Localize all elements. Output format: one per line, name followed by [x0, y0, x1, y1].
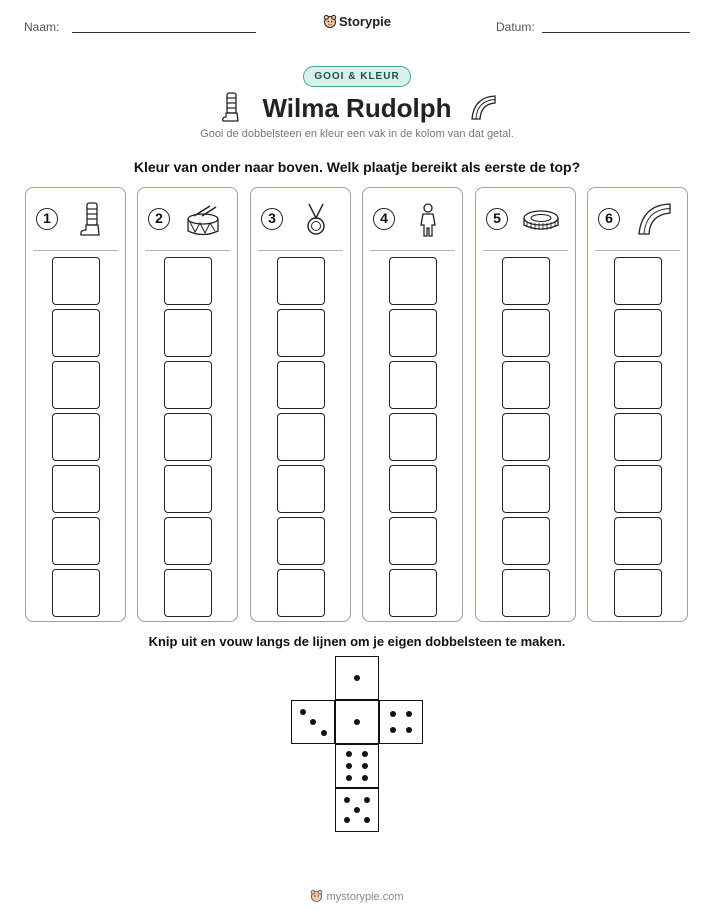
die-pip — [310, 719, 316, 725]
color-box[interactable] — [52, 465, 100, 513]
die-pip — [390, 727, 396, 733]
die-pip — [344, 797, 350, 803]
die-face-5 — [335, 788, 379, 832]
column-divider — [33, 250, 118, 251]
running-track-icon — [634, 200, 672, 240]
color-box[interactable] — [277, 465, 325, 513]
die-pip — [321, 730, 327, 736]
title-row — [0, 90, 714, 126]
cut-instruction: Knip uit en vouw langs de lijnen om je eigen dobbelsteen te maken. — [148, 634, 566, 649]
column-4 — [362, 187, 463, 622]
column-divider — [258, 250, 343, 251]
color-box[interactable] — [52, 569, 100, 617]
die-face-3 — [291, 700, 335, 744]
activity-badge: GOOI & KLEUR — [303, 66, 410, 87]
date-line — [542, 32, 690, 33]
footer-url: mystorypie.com — [326, 891, 404, 903]
die-pip — [354, 807, 360, 813]
color-box[interactable] — [502, 361, 550, 409]
color-box[interactable] — [502, 465, 550, 513]
color-box[interactable] — [164, 257, 212, 305]
column-number: 5 — [486, 208, 508, 230]
question: Kleur van onder naar boven. Welk plaatje bereikt als eerste de top? — [133, 159, 581, 175]
color-box[interactable] — [52, 361, 100, 409]
brand-name: Storypie — [338, 14, 391, 29]
color-box[interactable] — [614, 413, 662, 461]
column-2 — [137, 187, 238, 622]
color-box[interactable] — [502, 413, 550, 461]
color-box[interactable] — [277, 361, 325, 409]
stadium-icon — [522, 200, 560, 240]
column-1 — [25, 187, 126, 622]
color-box[interactable] — [164, 361, 212, 409]
color-box[interactable] — [164, 465, 212, 513]
die-pip — [354, 675, 360, 681]
storypie-logo-icon — [323, 14, 337, 28]
die-pip — [364, 817, 370, 823]
leg-brace-icon — [216, 91, 246, 125]
column-number: 3 — [261, 208, 283, 230]
subtitle: Gooi de dobbelsteen en kleur een vak in de kolom van dat getal. — [200, 128, 514, 140]
die-face-1 — [335, 656, 379, 700]
color-box[interactable] — [389, 517, 437, 565]
die-face-4 — [379, 700, 423, 744]
die-pip — [346, 775, 352, 781]
color-box[interactable] — [614, 569, 662, 617]
footer — [0, 889, 714, 903]
color-box[interactable] — [614, 309, 662, 357]
color-box[interactable] — [614, 517, 662, 565]
column-number: 4 — [373, 208, 395, 230]
color-box[interactable] — [164, 413, 212, 461]
medal-icon — [297, 200, 335, 240]
brand — [0, 14, 714, 29]
color-box[interactable] — [164, 569, 212, 617]
color-box[interactable] — [389, 465, 437, 513]
color-box[interactable] — [277, 569, 325, 617]
column-5 — [475, 187, 576, 622]
die-face-1 — [335, 700, 379, 744]
color-box[interactable] — [389, 257, 437, 305]
color-box[interactable] — [614, 465, 662, 513]
color-box[interactable] — [277, 413, 325, 461]
column-divider — [595, 250, 680, 251]
color-box[interactable] — [502, 257, 550, 305]
die-pip — [362, 751, 368, 757]
page-title: Wilma Rudolph — [262, 93, 452, 123]
die-pip — [406, 711, 412, 717]
color-box[interactable] — [52, 309, 100, 357]
column-divider — [370, 250, 455, 251]
drum-icon — [184, 200, 222, 240]
date-label: Datum: — [496, 20, 535, 34]
die-pip — [300, 709, 306, 715]
color-box[interactable] — [389, 413, 437, 461]
person-icon — [409, 200, 447, 240]
storypie-logo-icon — [310, 889, 323, 902]
die-pip — [354, 719, 360, 725]
color-box[interactable] — [502, 517, 550, 565]
color-box[interactable] — [389, 309, 437, 357]
column-6 — [587, 187, 688, 622]
column-number: 1 — [36, 208, 58, 230]
die-pip — [406, 727, 412, 733]
die-pip — [362, 763, 368, 769]
name-label: Naam: — [24, 20, 60, 34]
color-box[interactable] — [502, 309, 550, 357]
color-box[interactable] — [52, 517, 100, 565]
column-number: 6 — [598, 208, 620, 230]
die-pip — [364, 797, 370, 803]
badge-wrap — [0, 66, 714, 87]
color-box[interactable] — [164, 309, 212, 357]
color-box[interactable] — [389, 361, 437, 409]
color-box[interactable] — [277, 309, 325, 357]
color-box[interactable] — [614, 257, 662, 305]
die-pip — [346, 751, 352, 757]
leg-brace-icon — [72, 200, 110, 240]
color-box[interactable] — [52, 257, 100, 305]
column-divider — [145, 250, 230, 251]
die-pip — [344, 817, 350, 823]
color-box[interactable] — [389, 569, 437, 617]
color-box[interactable] — [502, 569, 550, 617]
die-pip — [390, 711, 396, 717]
die-pip — [362, 775, 368, 781]
name-line — [72, 32, 256, 33]
running-track-icon — [468, 91, 498, 125]
die-face-6 — [335, 744, 379, 788]
die-pip — [346, 763, 352, 769]
color-box[interactable] — [614, 361, 662, 409]
color-box[interactable] — [52, 413, 100, 461]
color-box[interactable] — [164, 517, 212, 565]
column-number: 2 — [148, 208, 170, 230]
color-box[interactable] — [277, 257, 325, 305]
column-divider — [483, 250, 568, 251]
column-3 — [250, 187, 351, 622]
color-box[interactable] — [277, 517, 325, 565]
